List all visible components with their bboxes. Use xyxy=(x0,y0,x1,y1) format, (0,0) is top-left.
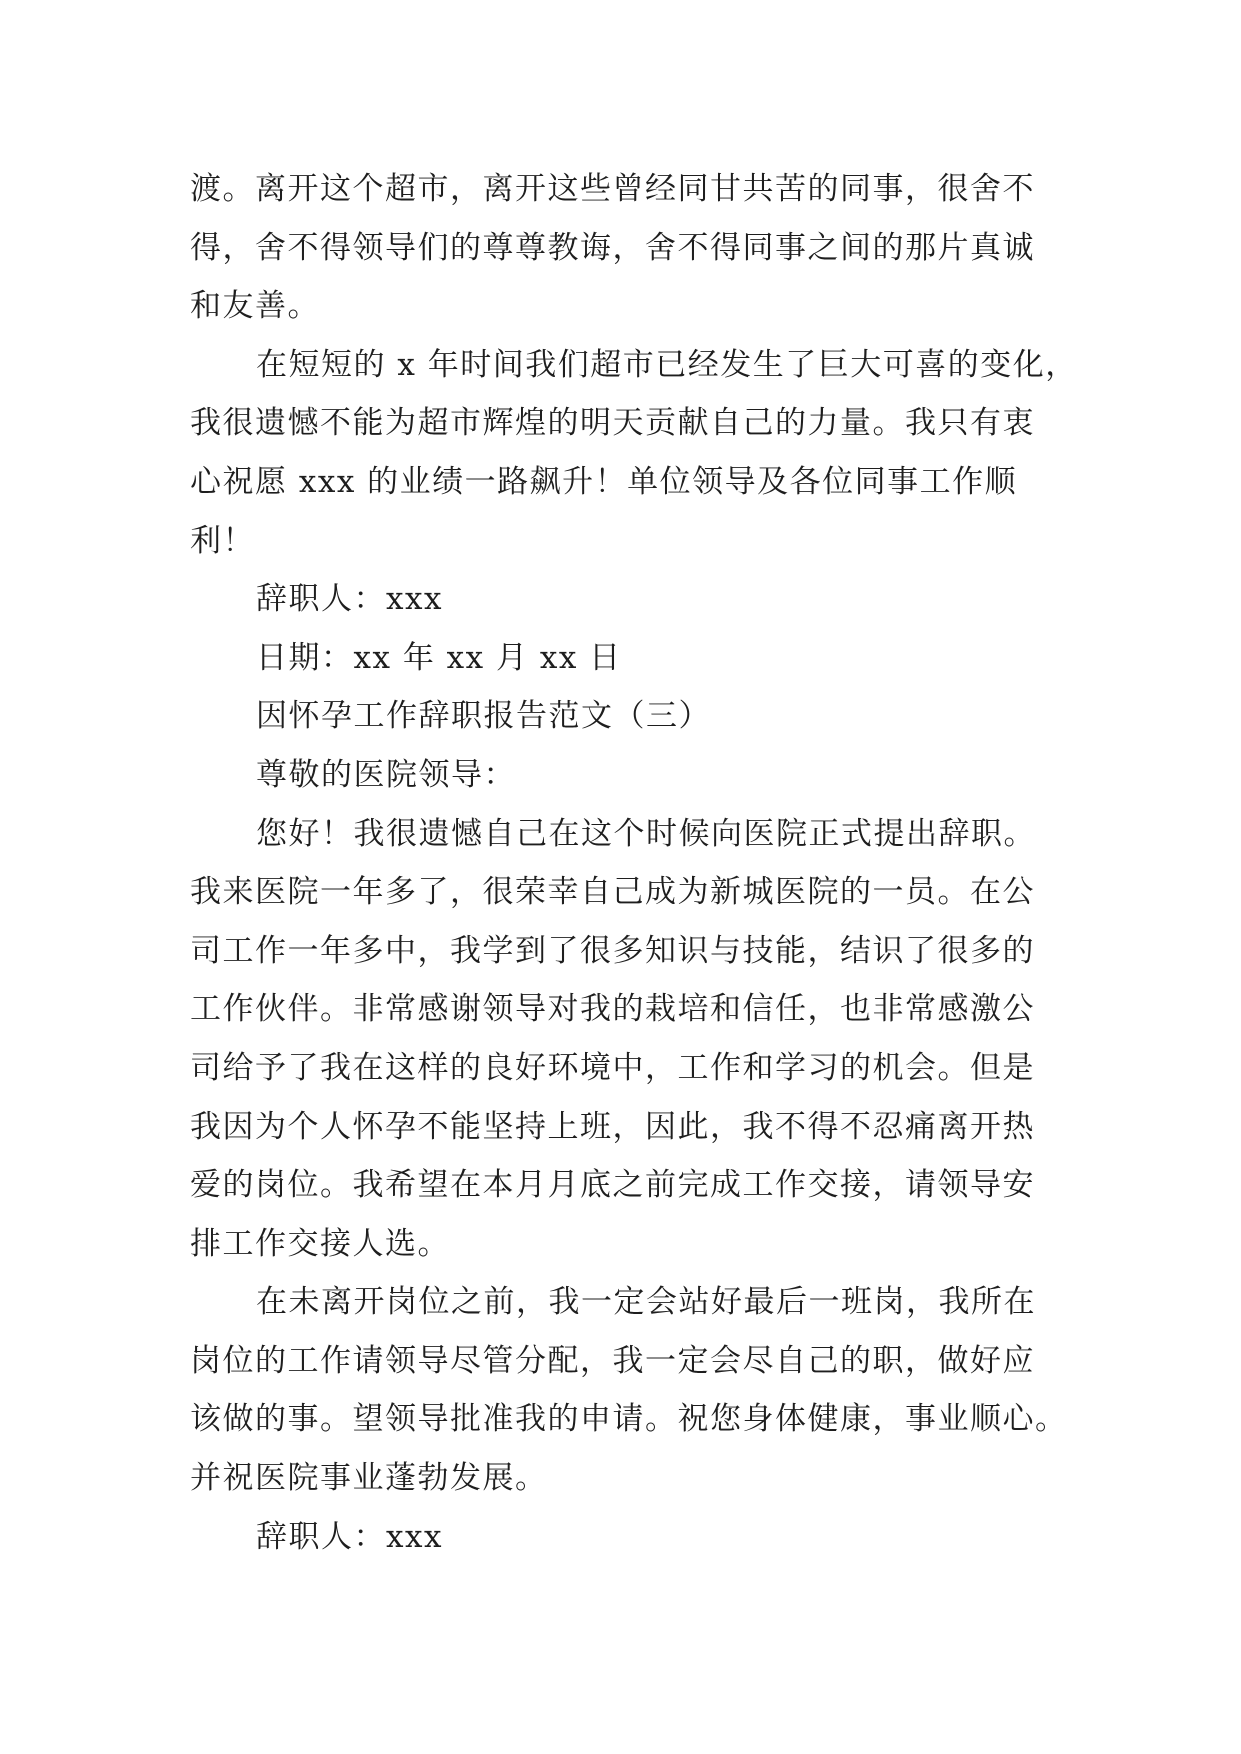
document-line: 利！ xyxy=(190,522,255,559)
document-line: 在未离开岗位之前，我一定会站好最后一班岗，我所在 xyxy=(256,1284,1036,1321)
document-line: 爱的岗位。我希望在本月月底之前完成工作交接，请领导安 xyxy=(190,1167,1035,1204)
document-line: 日期：xx 年 xx 月 xx 日 xyxy=(256,639,622,676)
document-line: 辞职人：xxx xyxy=(256,581,443,618)
document-line: 工作伙伴。非常感谢领导对我的栽培和信任，也非常感激公 xyxy=(190,991,1035,1028)
document-line: 辞职人：xxx xyxy=(256,1518,443,1555)
document-line: 我来医院一年多了，很荣幸自己成为新城医院的一员。在公 xyxy=(190,874,1035,911)
document-body xyxy=(190,160,1078,1566)
document-line: 司给予了我在这样的良好环境中，工作和学习的机会。但是 xyxy=(190,1049,1035,1086)
document-line: 尊敬的医院领导： xyxy=(256,756,516,793)
document-line: 心祝愿 xxx 的业绩一路飙升！单位领导及各位同事工作顺 xyxy=(190,463,1018,500)
document-line: 我因为个人怀孕不能坚持上班，因此，我不得不忍痛离开热 xyxy=(190,1108,1035,1145)
document-line: 得，舍不得领导们的尊尊教诲，舍不得同事之间的那片真诚 xyxy=(190,229,1035,266)
document-line: 和友善。 xyxy=(190,288,320,325)
document-line: 并祝医院事业蓬勃发展。 xyxy=(190,1460,548,1497)
document-line: 岗位的工作请领导尽管分配，我一定会尽自己的职，做好应 xyxy=(190,1342,1035,1379)
document-line: 因怀孕工作辞职报告范文（三） xyxy=(256,698,711,735)
document-line: 您好！我很遗憾自己在这个时候向医院正式提出辞职。 xyxy=(256,815,1036,852)
document-line: 在短短的 x 年时间我们超市已经发生了巨大可喜的变化， xyxy=(256,346,1078,383)
document-line: 排工作交接人选。 xyxy=(190,1225,450,1262)
document-line: 司工作一年多中，我学到了很多知识与技能，结识了很多的 xyxy=(190,932,1035,969)
document-line: 渡。离开这个超市，离开这些曾经同甘共苦的同事，很舍不 xyxy=(190,171,1035,207)
document-line: 该做的事。望领导批准我的申请。祝您身体健康，事业顺心。 xyxy=(190,1401,1068,1438)
document-line: 我很遗憾不能为超市辉煌的明天贡献自己的力量。我只有衷 xyxy=(190,405,1035,442)
